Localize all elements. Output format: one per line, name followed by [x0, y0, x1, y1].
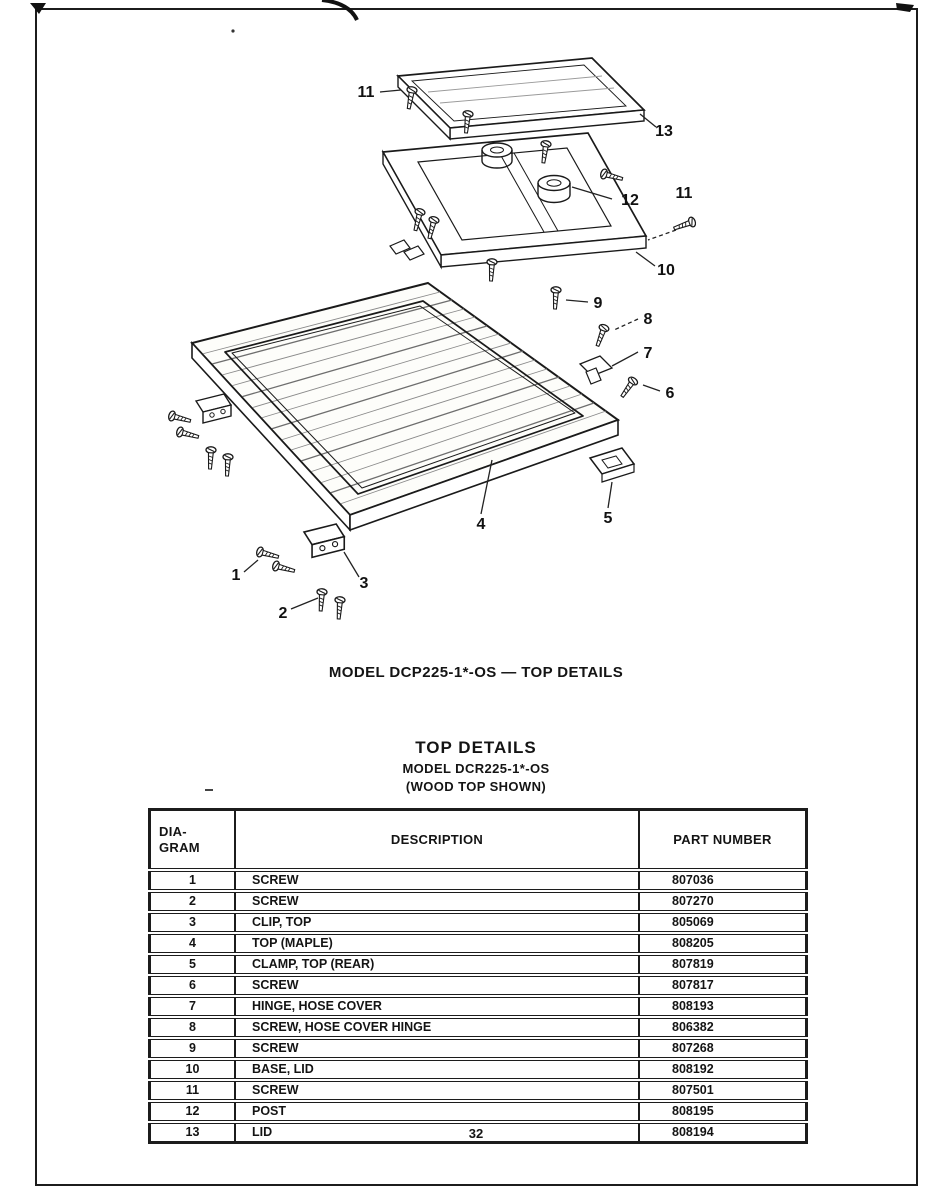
row-diagram-number: 9 [150, 1038, 236, 1059]
table-row [150, 1038, 807, 1059]
lid-part [398, 58, 644, 139]
table-row [150, 954, 807, 975]
row-description: BASE, LID [235, 1059, 639, 1080]
row-diagram-number: 1 [150, 870, 236, 891]
col-header-part-number: PART NUMBER [639, 810, 807, 871]
row-diagram-number: 11 [150, 1080, 236, 1101]
row-description: CLAMP, TOP (REAR) [235, 954, 639, 975]
row-description: POST [235, 1101, 639, 1122]
callout-8: 8 [643, 311, 653, 328]
row-part-number: 807270 [639, 891, 807, 912]
table-row [150, 1101, 807, 1122]
row-diagram-number: 7 [150, 996, 236, 1017]
clamp-part [590, 448, 634, 482]
callout-13: 13 [655, 123, 673, 140]
row-description: SCREW [235, 891, 639, 912]
col-header-diagram [150, 810, 236, 871]
table-row [150, 1059, 807, 1080]
table-title: TOP DETAILS [415, 738, 537, 757]
row-description: HINGE, HOSE COVER [235, 996, 639, 1017]
callout-4: 4 [476, 516, 486, 533]
wood-top-part [192, 283, 618, 530]
diagram-caption: MODEL DCP225-1*-OS — TOP DETAILS [328, 664, 624, 681]
row-description: LID [235, 1122, 639, 1143]
row-part-number: 806382 [639, 1017, 807, 1038]
row-diagram-number: 10 [150, 1059, 236, 1080]
callout-12: 12 [621, 192, 639, 209]
row-diagram-number: 12 [150, 1101, 236, 1122]
row-diagram-number: 13 [150, 1122, 236, 1143]
table-row [150, 891, 807, 912]
row-diagram-number: 3 [150, 912, 236, 933]
scan-artifacts [30, 0, 914, 33]
row-part-number: 807819 [639, 954, 807, 975]
callout-1: 1 [231, 567, 241, 584]
row-part-number: 807036 [639, 870, 807, 891]
row-description: TOP (MAPLE) [235, 933, 639, 954]
table-row [150, 996, 807, 1017]
row-part-number: 808193 [639, 996, 807, 1017]
row-description: SCREW [235, 1080, 639, 1101]
row-description: SCREW, HOSE COVER HINGE [235, 1017, 639, 1038]
callout-6: 6 [665, 385, 675, 402]
row-diagram-number: 6 [150, 975, 236, 996]
row-diagram-number: 5 [150, 954, 236, 975]
callout-7: 7 [643, 345, 653, 362]
callout-11-top: 11 [357, 84, 375, 101]
table-row [150, 870, 807, 891]
row-part-number: 808194 [639, 1122, 807, 1143]
row-description: SCREW [235, 1038, 639, 1059]
row-diagram-number: 8 [150, 1017, 236, 1038]
row-part-number: 807268 [639, 1038, 807, 1059]
table-row [150, 933, 807, 954]
row-part-number: 807817 [639, 975, 807, 996]
clip-assembly-upper [168, 394, 234, 476]
callout-11-right: 11 [675, 185, 693, 202]
row-part-number: 807501 [639, 1080, 807, 1101]
row-part-number: 808205 [639, 933, 807, 954]
callout-5: 5 [603, 510, 613, 527]
row-diagram-number: 4 [150, 933, 236, 954]
table-row [150, 912, 807, 933]
table-model: MODEL DCR225-1*-OS [402, 761, 550, 776]
parts-table [148, 808, 808, 1144]
row-description: SCREW [235, 975, 639, 996]
col-header-diagram-line2: GRAM [159, 839, 200, 855]
callout-9: 9 [593, 295, 603, 312]
row-part-number: 805069 [639, 912, 807, 933]
callout-2: 2 [278, 605, 288, 622]
row-part-number: 808195 [639, 1101, 807, 1122]
row-description: SCREW [235, 870, 639, 891]
table-note: (WOOD TOP SHOWN) [405, 779, 547, 794]
page-number: 32 [468, 1126, 484, 1141]
col-header-diagram-line1: DIA- [159, 824, 187, 840]
table-row [150, 975, 807, 996]
callout-10: 10 [657, 262, 675, 279]
table-heading-block [0, 738, 952, 794]
row-description: CLIP, TOP [235, 912, 639, 933]
table-row [150, 1017, 807, 1038]
col-header-description: DESCRIPTION [235, 810, 639, 871]
table-row [150, 1080, 807, 1101]
row-diagram-number: 2 [150, 891, 236, 912]
scan-tick-mark [205, 789, 213, 791]
row-part-number: 808192 [639, 1059, 807, 1080]
base-lid-part [383, 133, 646, 267]
callout-3: 3 [359, 575, 369, 592]
table-header-row [150, 810, 807, 871]
